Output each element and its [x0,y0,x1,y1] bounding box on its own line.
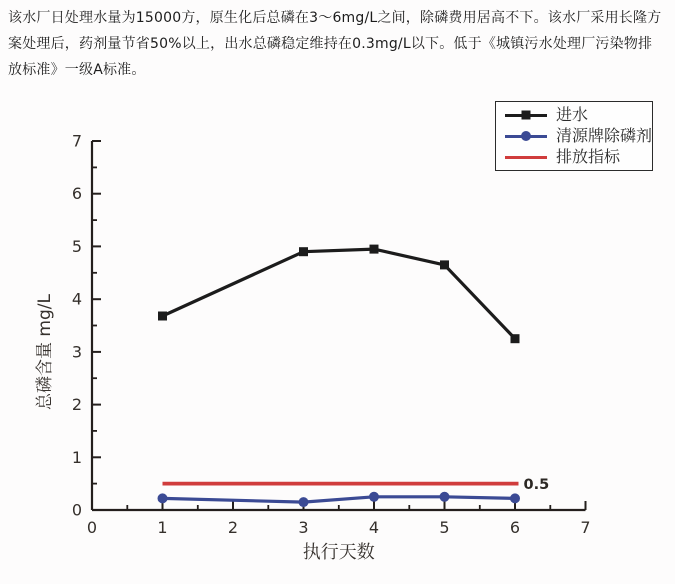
x-tick-label: 2 [227,518,239,537]
legend-line-swatch [505,156,547,159]
x-tick-label: 4 [368,518,380,537]
x-tick-label: 7 [580,518,591,537]
series-1-marker-circle [510,493,520,503]
x-tick-label: 6 [509,518,521,537]
y-tick-label: 1 [71,447,82,467]
legend-sample-circle-icon [505,130,547,143]
legend-sample-line-icon [505,151,547,164]
legend-label: 清源牌除磷剂 [556,126,653,145]
x-tick-label: 1 [157,518,168,537]
y-tick-label: 7 [71,131,82,151]
x-tick-label: 5 [439,518,450,537]
threshold-value-label: 0.5 [523,477,550,494]
y-tick-label: 3 [71,342,82,362]
description-line-1: 该水厂日处理水量为15000方，原生化后总磷在3～6mg/L之间，除磷费用居高不下。该水厂采用长隆方 [8,10,662,26]
y-tick-label: 4 [71,289,82,309]
y-tick-label: 0 [71,500,82,520]
y-axis-title: 总磷含量 mg/L [35,294,55,410]
series-0-marker-square [511,334,520,343]
legend-sample-square-icon [505,109,547,122]
series-1-marker-circle [299,497,309,507]
legend-marker-square-icon [522,111,531,120]
series-1-marker-circle [440,492,450,502]
y-tick-label: 2 [71,395,82,415]
series-line-0 [163,249,516,339]
y-tick-label: 5 [71,236,82,256]
legend-marker-circle-icon [521,131,531,141]
legend-label: 排放指标 [556,147,621,166]
chart-legend [495,101,653,171]
x-axis-title: 执行天数 [302,542,375,563]
y-tick-label: 6 [71,184,82,204]
x-tick-label: 3 [298,518,309,537]
series-0-marker-square [158,312,167,321]
series-1-marker-circle [369,492,379,502]
series-0-marker-square [440,260,449,269]
description-line-2: 案处理后，药剂量节省50%以上，出水总磷稳定维持在0.3mg/L以下。低于《城镇污水处理厂污染物排 [8,36,653,52]
x-tick-label: 0 [86,518,98,537]
series-1-marker-circle [158,493,168,503]
series-0-marker-square [299,247,308,256]
series-0-marker-square [370,245,379,254]
legend-item-2 [505,147,648,167]
series-line-1 [163,497,516,502]
description-line-3: 放标准》一级A标准。 [8,62,146,78]
legend-item-1 [505,126,653,146]
legend-label: 进水 [556,105,589,124]
legend-item-0 [505,105,648,125]
